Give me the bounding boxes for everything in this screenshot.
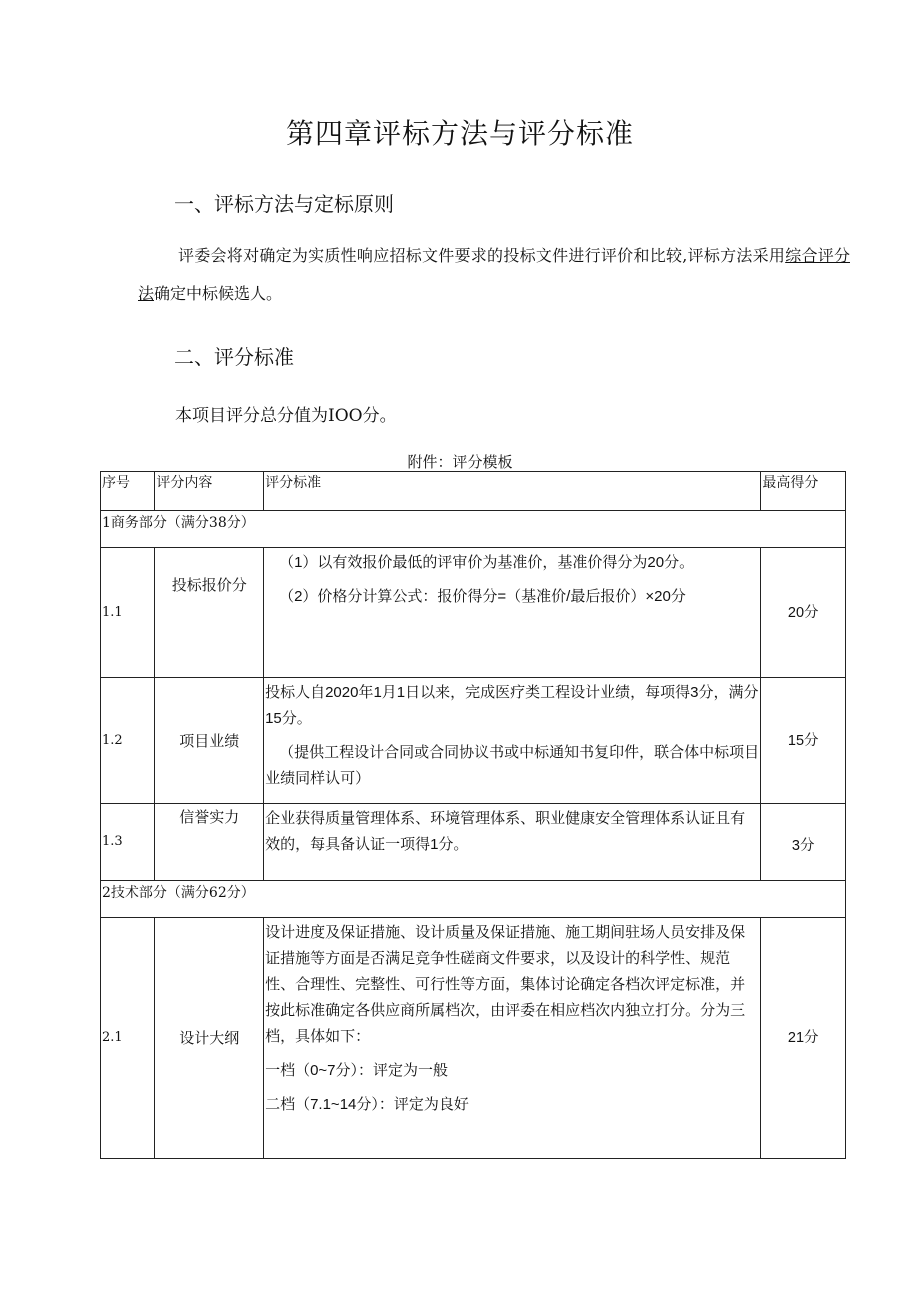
criteria-line: （提供工程设计合同或合同协议书或中标通知书复印件，联合体中标项目业绩同样认可） (265, 744, 760, 787)
method-text-start: 评委会将对确定为实质性响应招标文件要求的投标文件进行评价和比较,评标方法采用 (178, 246, 786, 265)
method-underlined-term: 综合评分法 (138, 246, 850, 303)
header-item: 评分内容 (155, 472, 264, 511)
section-label: 1商务部分（满分38分） (101, 511, 846, 548)
table-row (101, 804, 846, 881)
total-score-line: 本项目评分总分值为IOO分。 (175, 406, 397, 426)
header-max: 最高得分 (761, 472, 846, 511)
criteria-line: （1）以有效报价最低的评审价为基准价，基准价得分为20分。 (279, 554, 695, 571)
table-header-row (101, 472, 846, 511)
row-criteria (264, 548, 761, 678)
row-max-score: 21分 (761, 918, 846, 1159)
section-row-technical (101, 881, 846, 918)
section-row-business (101, 511, 846, 548)
row-num: 2.1 (101, 918, 155, 1159)
method-paragraph (138, 237, 850, 313)
table-row (101, 548, 846, 678)
header-criteria: 评分标准 (264, 472, 761, 511)
row-num: 1.3 (101, 804, 155, 881)
row-num: 1.2 (101, 678, 155, 804)
row-num: 1.1 (101, 548, 155, 678)
row-item: 项目业绩 (155, 678, 264, 804)
header-num: 序号 (101, 472, 155, 511)
section-heading-criteria: 二、评分标准 (174, 345, 294, 369)
row-max-score: 20分 (761, 548, 846, 678)
scoring-table (100, 471, 846, 1159)
row-max-score: 15分 (761, 678, 846, 804)
row-criteria (264, 678, 761, 804)
chapter-title: 第四章评标方法与评分标准 (285, 117, 634, 150)
row-max-score: 3分 (761, 804, 846, 881)
criteria-line: 设计进度及保证措施、设计质量及保证措施、施工期间驻场人员安排及保证措施等方面是否满足竞争性磋商文件要求，以及设计的科学性、规范性、合理性、完整性、可行性等方面，集体讨论确定各档次评定标准，并按此标准确定各供应商所属档次，由评委在相应档次内独立打分。分为三档，具体如下： (265, 924, 746, 1045)
table-row (101, 678, 846, 804)
section-heading-method: 一、评标方法与定标原则 (174, 192, 394, 216)
table-caption: 附件：评分模板 (407, 453, 513, 471)
criteria-line: 二档（7.1~14分）：评定为良好 (265, 1096, 469, 1113)
row-item: 设计大纲 (155, 918, 264, 1159)
criteria-line: （2）价格分计算公式：报价得分=（基准价/最后报价）×20分 (279, 588, 686, 605)
criteria-line: 企业获得质量管理体系、环境管理体系、职业健康安全管理体系认证且有效的，每具备认证一项得1分。 (265, 810, 746, 853)
criteria-line: 一档（0~7分）：评定为一般 (265, 1062, 449, 1079)
section-label: 2技术部分（满分62分） (101, 881, 846, 918)
method-text-end: 确定中标候选人。 (154, 284, 283, 303)
row-item: 投标报价分 (155, 548, 264, 678)
criteria-line: 投标人自2020年1月1日以来，完成医疗类工程设计业绩，每项得3分，满分15分。 (265, 684, 759, 727)
row-criteria (264, 804, 761, 881)
row-item: 信誉实力 (155, 804, 264, 881)
row-criteria (264, 918, 761, 1159)
table-row (101, 918, 846, 1159)
